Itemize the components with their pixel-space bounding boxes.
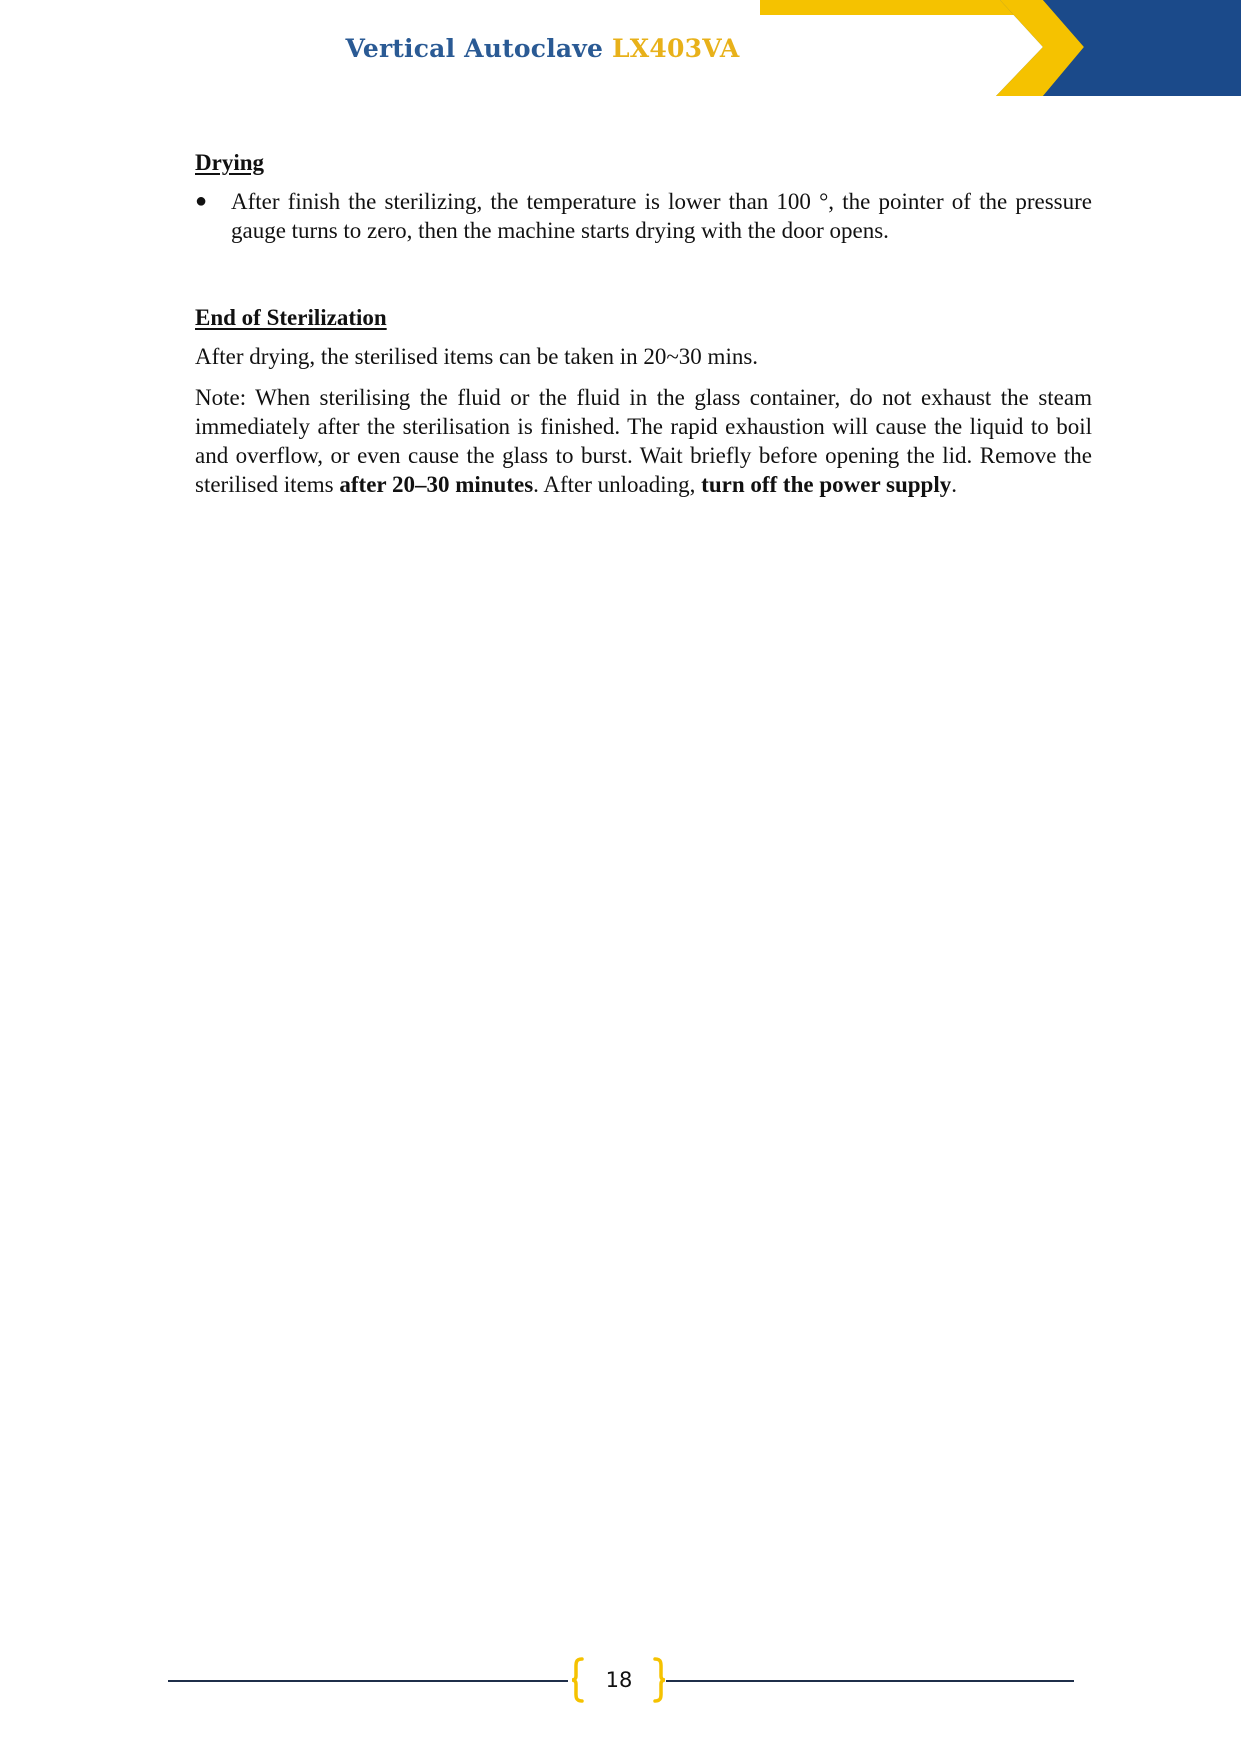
drying-bullet-item xyxy=(195,187,1092,245)
note-text-1: Note: When sterilising the fluid or the fluid in the glass container, do not exhaust the steam immediately after the sterilisation is finished. The rapid exhaustion will cause the liquid to boil and overflow, or even cause the glass to burst. Wait briefly before opening the lid. Remove the sterilised items xyxy=(195,385,1092,497)
drying-bullet-text: After finish the sterilizing, the temperature is lower than 100 °, the pointer of the pressure gauge turns to zero, then the machine starts drying with the door opens. xyxy=(231,189,1092,243)
header-corner-decoration xyxy=(0,0,1241,100)
note-bold-power: turn off the power supply xyxy=(701,472,952,497)
page-number: 18 xyxy=(605,1668,633,1692)
header-title-model: LX403VA xyxy=(612,34,740,63)
heading-end-of-sterilization: End of Sterilization xyxy=(195,305,387,330)
bullet-icon: ● xyxy=(195,190,208,212)
para-note xyxy=(195,383,1092,499)
note-bold-time: after 20–30 minutes xyxy=(339,472,534,497)
header-title-main: Vertical Autoclave xyxy=(345,34,604,63)
note-text-2: . After unloading, xyxy=(533,472,702,497)
note-text-3: . xyxy=(951,472,957,497)
footer-rule-right xyxy=(666,1680,1074,1682)
footer-rule-left xyxy=(168,1680,568,1682)
heading-drying: Drying xyxy=(195,150,264,175)
para-after-drying: After drying, the sterilised items can be taken in 20~30 mins. xyxy=(195,344,759,369)
page-content xyxy=(195,148,1092,511)
section-spacer xyxy=(195,245,1092,303)
